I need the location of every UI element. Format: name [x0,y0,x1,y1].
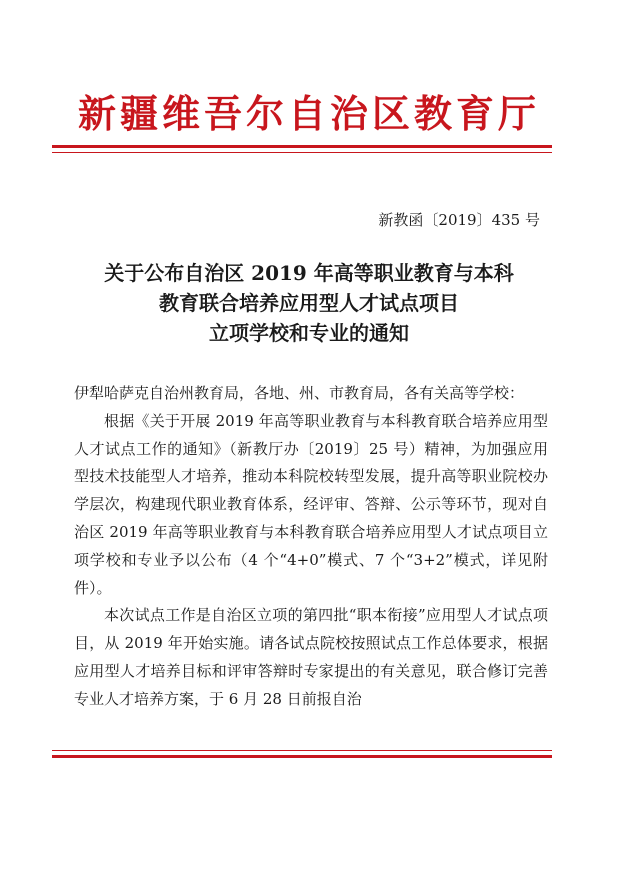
title-line-3: 立项学校和专业的通知 [209,321,409,345]
body-paragraph-1: 根据《关于开展 2019 年高等职业教育与本科教育联合培养应用型人才试点工作的通知》（新教厅办〔2019〕25 号）精神，为加强应用型技术技能型人才培养，推动本科院校转型发展，提升高等职业院校办学层次，构建现代职业教育体系，经评审、答辩、公示等环节，现对自治区 2019 年高等职业教育与本科教育联合培养应用型人才试点项目立项学校和专业予以公布（4 个“4+0”模式、7 个“3+2”模式，详见附件）。 [74,411,548,597]
body-paragraph-2: 本次试点工作是自治区立项的第四批“职本衔接”应用型人才试点项目，从 2019 年开始实施。请各试点院校按照试点工作总体要求，根据应用型人才培养目标和评审答辩时专家提出的有关意见，联合修订完善专业人才培养方案，于 6 月 28 日前报自治 [74,606,548,708]
document-number: 新教函〔2019〕435 号 [378,211,540,229]
masthead-title: 新疆维吾尔自治区教育厅 [77,91,540,136]
document-body [74,380,548,714]
footer-rule-thin [52,750,552,751]
title-line-1: 关于公布自治区 2019 年高等职业教育与本科 [104,261,514,285]
document-title [40,258,578,348]
masthead-rule-thin [52,152,552,153]
masthead-rule-thick [52,145,552,148]
footer-rule-thick [52,755,552,758]
salutation: 伊犁哈萨克自治州教育局，各地、州、市教育局，各有关高等学校： [74,384,525,402]
title-line-2: 教育联合培养应用型人才试点项目 [159,291,459,315]
